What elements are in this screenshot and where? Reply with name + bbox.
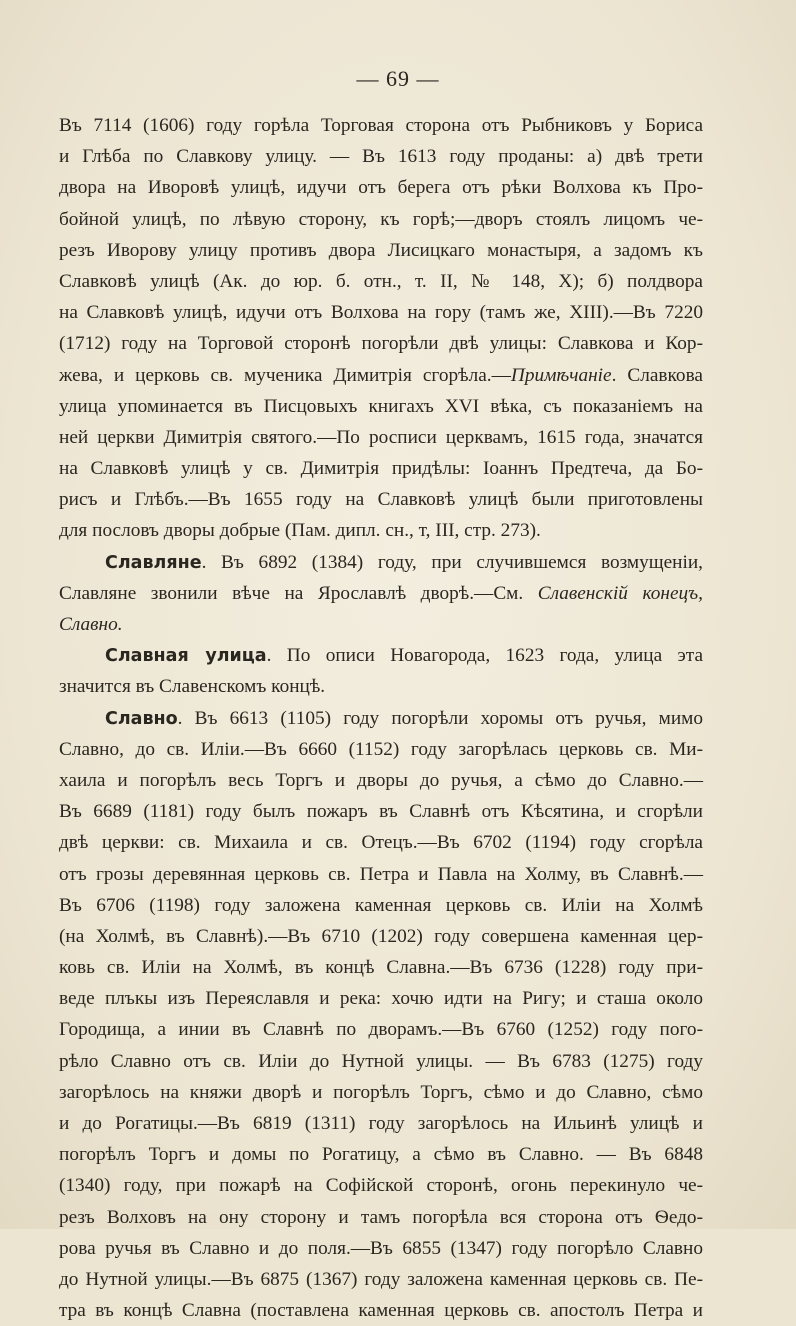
text-span: до Нутной улицы.—Въ 6875 (1367) году заложена каменная церковь св. Пе- [59,1268,703,1290]
text-span: . Въ 6892 (1384) году, при случившемся возмущеніи, [201,551,703,573]
text-span: Въ 6706 (1198) году заложена каменная церковь св. Иліи на Холмѣ [59,894,703,916]
text-line [59,1170,703,1201]
text-span: ней церкви Димитрія святого.—По росписи церквамъ, 1615 года, значатся [59,426,703,448]
text-span: (1340) году, при пожарѣ на Софійской сторонѣ, огонь перекинуло че- [59,1175,703,1197]
entry-heading: Славная улица [105,646,267,667]
text-span: . Славкова [611,364,703,386]
text-span: (1712) году на Торговой сторонѣ погорѣли двѣ улицы: Славкова и Кор- [59,333,703,355]
text-line [59,921,703,952]
text-span: погорѣлъ Торгъ и домы по Рогатицу, а сѣмо въ Славно. — Въ 6848 [59,1144,703,1166]
text-line [59,1264,703,1295]
text-line [59,1295,703,1326]
text-span: и Глѣба по Славкову улицу. — Въ 1613 году проданы: а) двѣ трети [59,146,703,168]
page-number: — 69 — [356,66,440,91]
text-span: улица упоминается въ Писцовыхъ книгахъ XVI вѣка, съ показаніемъ на [59,395,703,417]
text-line [59,859,703,890]
text-line [59,1014,703,1045]
text-line [59,1046,703,1077]
text-span: двора на Иворовѣ улицѣ, идучи отъ берега отъ рѣки Волхова къ Про- [59,177,703,199]
text-line [59,640,703,671]
text-line [59,547,703,578]
text-span: хаила и погорѣлъ весь Торгъ и дворы до ручья, а сѣмо до Славно.— [59,769,703,791]
text-line [59,328,703,359]
text-line [59,1233,703,1264]
text-span: жева, и церковь св. мученика Димитрія сгорѣла.— [59,364,511,386]
text-line [59,796,703,827]
text-span: резъ Волховъ на ону сторону и тамъ погорѣла вся сторона отъ Ѳедо- [59,1206,703,1228]
text-span: Славковѣ улицѣ (Ак. до юр. б. отн., т. II, № 148, X); б) полдвора [59,270,703,292]
text-span: Славно, до св. Иліи.—Въ 6660 (1152) году загорѣлась церковь св. Ми- [59,738,703,760]
text-line [59,297,703,328]
text-line [59,1139,703,1170]
text-line [59,1077,703,1108]
text-span: значится въ Славенскомъ концѣ. [59,676,326,698]
text-line [59,890,703,921]
text-span: рѣло Славно отъ св. Иліи до Нутной улицы. — Въ 6783 (1275) году [59,1050,703,1072]
text-span: резъ Иворову улицу противъ двора Лисицкаго монастыря, а задомъ къ [59,239,703,261]
text-line [59,172,703,203]
text-span: тра въ концѣ Славна (поставлена каменная церковь св. апостолъ Петра и [59,1300,703,1322]
text-line [59,1108,703,1139]
italic-text: Примѣчаніе [510,364,612,386]
text-line [59,765,703,796]
entry-heading: Славно [105,708,178,729]
text-span: отъ грозы деревянная церковь св. Петра и Павла на Холму, въ Славнѣ.— [59,863,703,885]
text-span: (на Холмѣ, въ Славнѣ).—Въ 6710 (1202) году совершена каменная цер- [59,925,703,947]
text-span: ковь св. Иліи на Холмѣ, въ концѣ Славна.—Въ 6736 (1228) году при- [59,957,703,979]
text-line [59,360,703,391]
text-span: на Славковѣ улицѣ у св. Димитрія придѣлы: Іоаннъ Предтеча, да Бо- [59,458,703,480]
text-body [59,110,703,1326]
italic-text: Славно. [59,614,123,635]
text-line [59,983,703,1014]
text-span: рова ручья въ Славно и до поля.—Въ 6855 (1347) году погорѣло Славно [59,1237,703,1259]
text-span: . Въ 6613 (1105) году погорѣли хоромы отъ ручья, мимо [177,707,703,729]
entry-heading: Славляне [105,552,202,573]
text-line [59,952,703,983]
text-line [59,422,703,453]
text-span: для пословъ дворы добрые (Пам. дипл. сн., т, III, стр. 273). [59,520,541,542]
text-line [59,453,703,484]
text-line [59,266,703,297]
text-line [59,515,703,546]
text-span: загорѣлось на княжи дворѣ и погорѣлъ Торгъ, сѣмо и до Славно, сѣмо [59,1081,703,1103]
text-line [59,827,703,858]
text-span: и до Рогатицы.—Въ 6819 (1311) году загорѣлось на Ильинѣ улицѣ и [59,1113,703,1134]
text-line [59,703,703,734]
text-span: двѣ церкви: св. Михаила и св. Отецъ.—Въ 6702 (1194) году сгорѣла [59,832,703,854]
text-span: Городища, а инии въ Славнѣ по дворамъ.—Въ 6760 (1252) году пого- [59,1019,703,1041]
text-span: Въ 6689 (1181) году былъ пожаръ въ Славнѣ отъ Кѣсятина, и сгорѣли [59,801,703,823]
text-span: . По описи Новагорода, 1623 года, улица эта [266,645,703,667]
text-line [59,578,703,609]
text-span: бойной улицѣ, по лѣвую сторону, къ горѣ;—дворъ стоялъ лицомъ че- [59,208,703,230]
italic-text: Славенскій конецъ, [537,582,703,604]
text-line [59,391,703,422]
text-span: рисъ и Глѣбъ.—Въ 1655 году на Славковѣ улицѣ были приготовлены [59,489,703,511]
text-span: Въ 7114 (1606) году горѣла Торговая сторона отъ Рыбниковъ у Бориса [59,115,703,136]
text-line [59,609,703,640]
text-line [59,204,703,235]
text-span: Славляне звонили вѣче на Ярославлѣ дворѣ.—См. [59,582,538,604]
text-line [59,141,703,172]
text-line [59,671,703,702]
text-line [59,1202,703,1233]
text-line [59,484,703,515]
text-line [59,734,703,765]
text-span: на Славковѣ улицѣ, идучи отъ Волхова на гору (тамъ же, XIII).—Въ 7220 [59,302,703,324]
text-span: веде плъкы изъ Переяславля и река: хочю идти на Ригу; и сташа около [59,988,703,1010]
text-line [59,235,703,266]
text-line [59,110,703,141]
